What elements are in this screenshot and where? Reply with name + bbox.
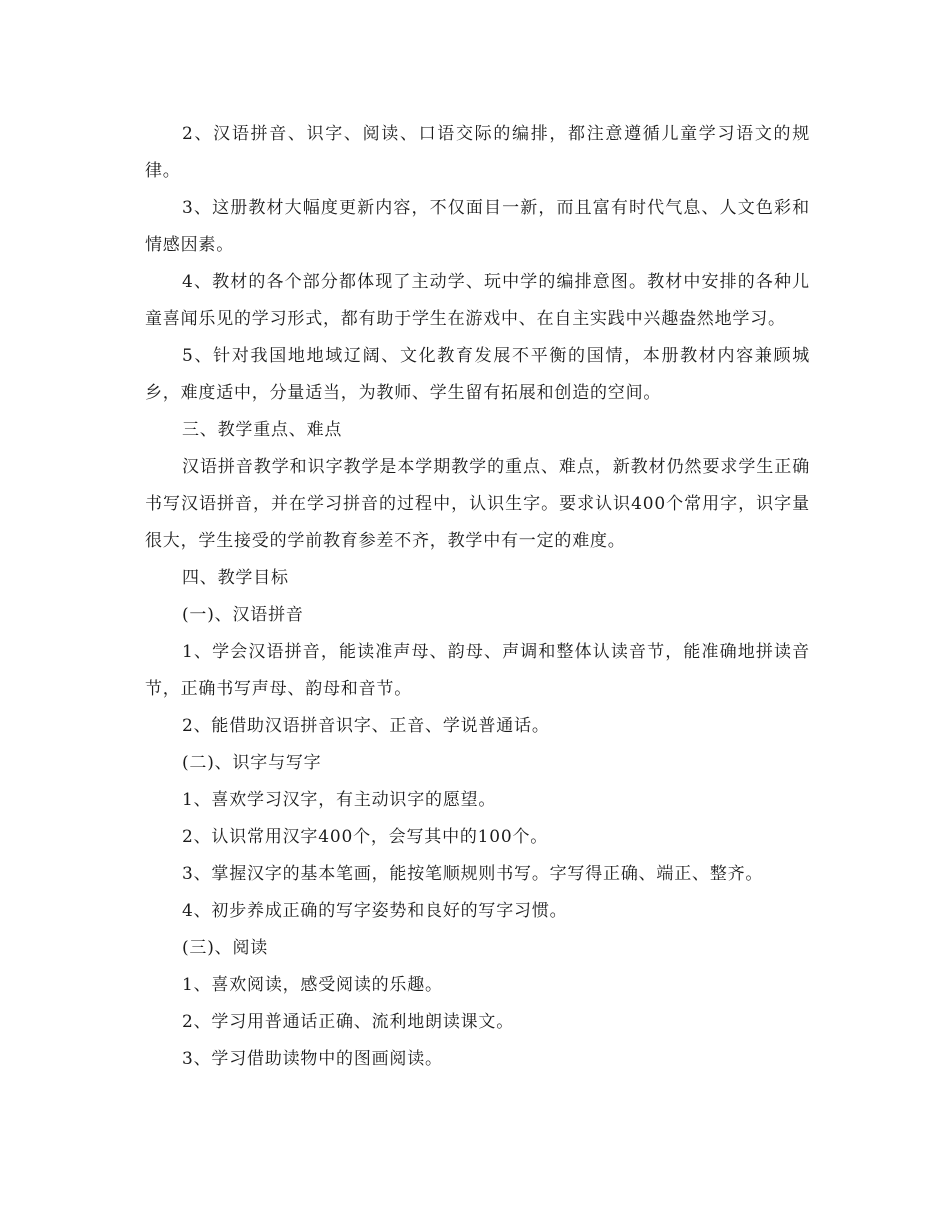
paragraph-point-3-updated-content: 3、这册教材大幅度更新内容，不仅面目一新，而且富有时代气息、人文色彩和情感因素。 [145, 198, 810, 255]
subheading-literacy-writing: (二)、识字与写字 [182, 753, 322, 773]
paragraph-point-4-active-learning: 4、教材的各个部分都体现了主动学、玩中学的编排意图。教材中安排的各种儿童喜闻乐见的学习形式，都有助于学生在游戏中、在自主实践中兴趣盎然地学习。 [145, 272, 810, 329]
section-heading-key-points: 三、教学重点、难点 [182, 420, 343, 440]
goal-literacy-3: 3、掌握汉字的基本笔画，能按笔顺规则书写。字写得正确、端正、整齐。 [182, 864, 764, 884]
paragraph-point-2-pinyin-arrangement: 2、汉语拼音、识字、阅读、口语交际的编排，都注意遵循儿童学习语文的规律。 [145, 124, 810, 181]
goal-literacy-1: 1、喜欢学习汉字，有主动识字的愿望。 [182, 790, 497, 810]
subheading-reading: (三)、阅读 [182, 938, 269, 958]
paragraph-key-points-body: 汉语拼音教学和识字教学是本学期教学的重点、难点，新教材仍然要求学生正确书写汉语拼音，并在学习拼音的过程中，认识生字。要求认识400个常用字，识字量很大，学生接受的学前教育参差不齐，教学中有一定的难度。 [145, 457, 810, 551]
goal-pinyin-2: 2、能借助汉语拼音识字、正音、学说普通话。 [182, 716, 550, 736]
goal-reading-3: 3、学习借助读物中的图画阅读。 [182, 1049, 443, 1069]
goal-literacy-2: 2、认识常用汉字400个，会写其中的100个。 [182, 827, 549, 847]
section-heading-teaching-goals: 四、教学目标 [182, 568, 289, 588]
goal-literacy-4: 4、初步养成正确的写字姿势和良好的写字习惯。 [182, 901, 568, 921]
goal-reading-2: 2、学习用普通话正确、流利地朗读课文。 [182, 1012, 515, 1032]
document-body [145, 116, 810, 1078]
goal-reading-1: 1、喜欢阅读，感受阅读的乐趣。 [182, 975, 443, 995]
subheading-pinyin: (一)、汉语拼音 [182, 605, 304, 625]
paragraph-point-5-urban-rural: 5、针对我国地地域辽阔、文化教育发展不平衡的国情，本册教材内容兼顾城乡，难度适中，分量适当，为教师、学生留有拓展和创造的空间。 [145, 346, 810, 403]
goal-pinyin-1: 1、学会汉语拼音，能读准声母、韵母、声调和整体认读音节，能准确地拼读音节，正确书写声母、韵母和音节。 [145, 642, 810, 699]
